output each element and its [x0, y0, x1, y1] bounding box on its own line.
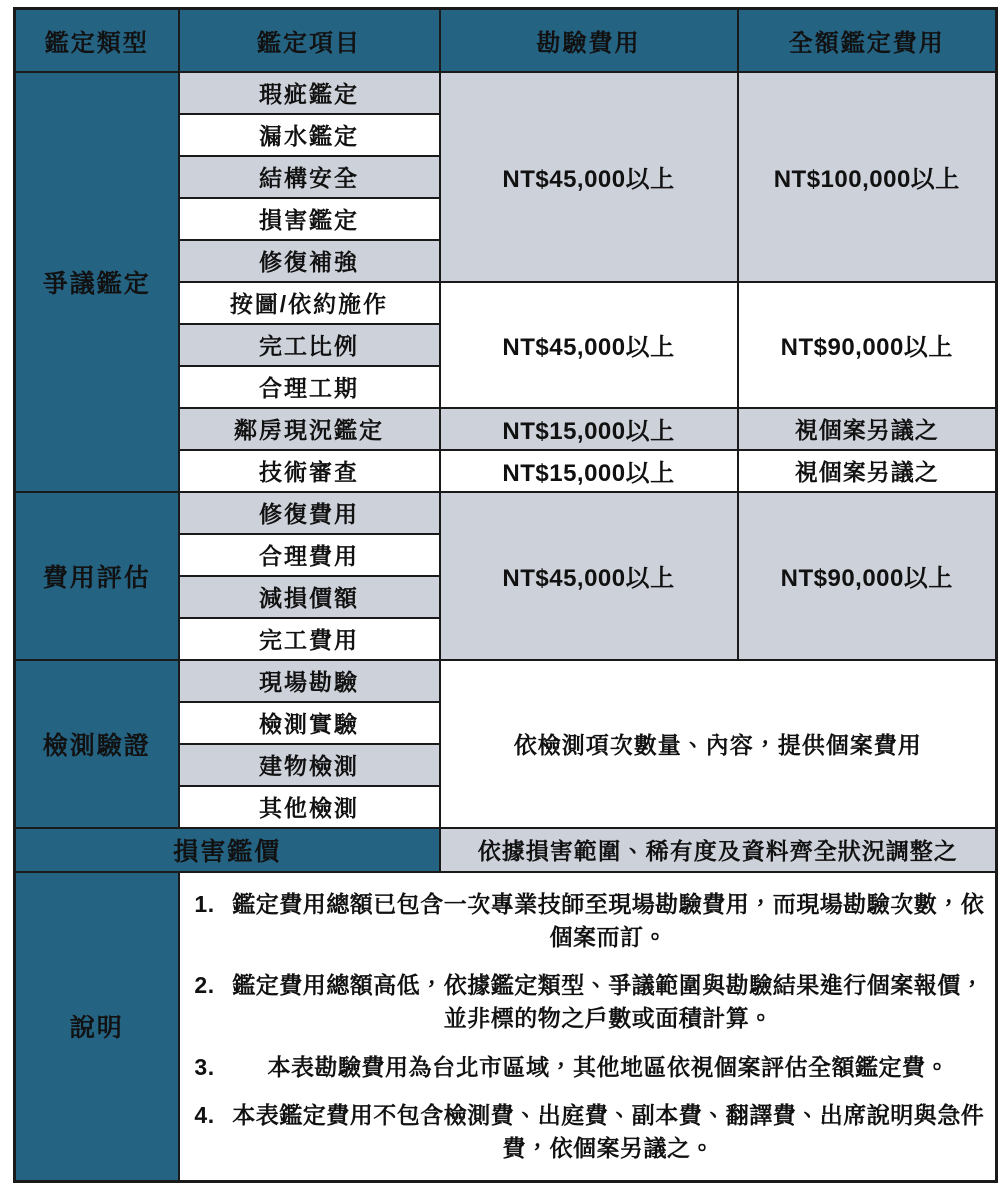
- fee-testing-verification: 依檢測項次數量、內容，提供個案費用: [440, 660, 997, 828]
- full-fee-technical-review: 視個案另議之: [738, 450, 997, 492]
- fee-damage-valuation: 依據損害範圍、稀有度及資料齊全狀況調整之: [440, 828, 997, 872]
- category-cost-assessment: 費用評估: [15, 492, 179, 660]
- item-flaw-appraisal: 瑕疵鑑定: [179, 72, 440, 114]
- category-testing-verification: 檢測驗證: [15, 660, 179, 828]
- item-neighbor-condition-appraisal: 鄰房現況鑑定: [179, 408, 440, 450]
- header-full-fee: 全額鑑定費用: [738, 9, 997, 72]
- header-appraisal-item: 鑑定項目: [179, 9, 440, 72]
- appraisal-fee-table: [13, 7, 998, 1183]
- category-dispute-appraisal: 爭議鑑定: [15, 72, 179, 492]
- item-building-inspection: 建物檢測: [179, 744, 440, 786]
- table-row: [15, 492, 997, 534]
- item-value-reduction: 減損價額: [179, 576, 440, 618]
- survey-fee-dispute-group2: NT$45,000以上: [440, 282, 738, 408]
- table-row: [15, 872, 997, 1182]
- survey-fee-neighbor: NT$15,000以上: [440, 408, 738, 450]
- table-row: [15, 72, 997, 114]
- note-item-2: 2. 鑑定費用總額高低，依據鑑定類型、爭議範圍與勘驗結果進行個案報價，並非標的物之戶數或面積計算。: [222, 969, 996, 1034]
- item-damage-appraisal: 損害鑑定: [179, 198, 440, 240]
- notes-list: [180, 888, 996, 1165]
- header-row: [15, 9, 997, 72]
- category-damage-valuation: 損害鑑價: [15, 828, 440, 872]
- item-other-inspection: 其他檢測: [179, 786, 440, 828]
- header-appraisal-type: 鑑定類型: [15, 9, 179, 72]
- full-fee-cost-assessment: NT$90,000以上: [738, 492, 997, 660]
- table-row: [15, 828, 997, 872]
- item-structural-safety: 結構安全: [179, 156, 440, 198]
- item-reasonable-duration: 合理工期: [179, 366, 440, 408]
- survey-fee-dispute-group1: NT$45,000以上: [440, 72, 738, 282]
- item-repair-reinforcement: 修復補強: [179, 240, 440, 282]
- item-testing-experiment: 檢測實驗: [179, 702, 440, 744]
- item-completion-cost: 完工費用: [179, 618, 440, 660]
- item-technical-review: 技術審查: [179, 450, 440, 492]
- note-item-3: 3. 本表勘驗費用為台北市區域，其他地區依視個案評估全額鑑定費。: [222, 1051, 996, 1084]
- item-per-drawing-contract: 按圖/依約施作: [179, 282, 440, 324]
- category-notes: 說明: [15, 872, 179, 1182]
- full-fee-dispute-group2: NT$90,000以上: [738, 282, 997, 408]
- note-item-1: 1. 鑑定費用總額已包含一次專業技師至現場勘驗費用，而現場勘驗次數，依個案而訂。: [222, 888, 996, 953]
- item-completion-ratio: 完工比例: [179, 324, 440, 366]
- survey-fee-technical-review: NT$15,000以上: [440, 450, 738, 492]
- full-fee-dispute-group1: NT$100,000以上: [738, 72, 997, 282]
- item-reasonable-cost: 合理費用: [179, 534, 440, 576]
- item-leak-appraisal: 漏水鑑定: [179, 114, 440, 156]
- note-item-4: 4. 本表鑑定費用不包含檢測費、出庭費、副本費、翻譯費、出席說明與急件費，依個案另議之。: [222, 1099, 996, 1164]
- notes-cell: [179, 872, 997, 1182]
- table-row: [15, 660, 997, 702]
- item-repair-cost: 修復費用: [179, 492, 440, 534]
- item-site-survey: 現場勘驗: [179, 660, 440, 702]
- full-fee-neighbor: 視個案另議之: [738, 408, 997, 450]
- header-survey-fee: 勘驗費用: [440, 9, 738, 72]
- survey-fee-cost-assessment: NT$45,000以上: [440, 492, 738, 660]
